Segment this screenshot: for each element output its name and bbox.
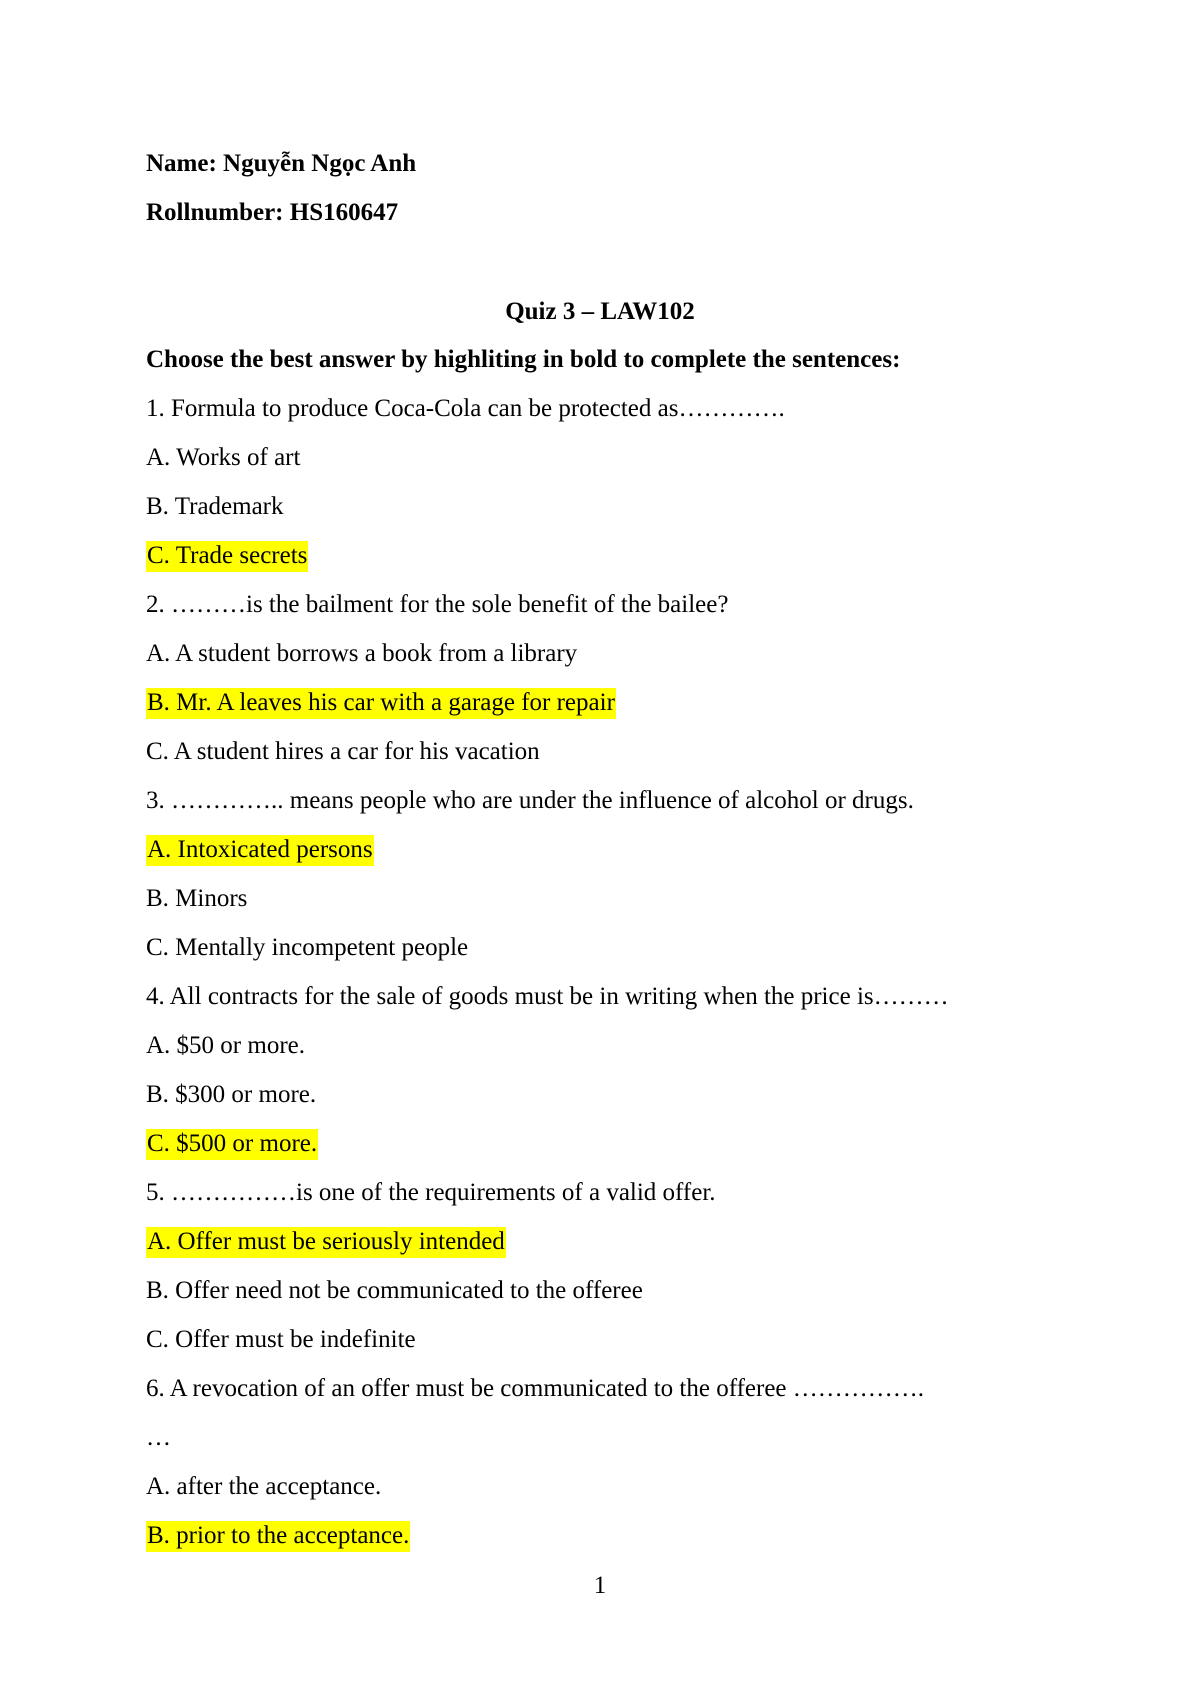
question-6: 6. A revocation of an offer must be communicated to the offeree ……………. bbox=[146, 1375, 925, 1402]
question-1-option-a: A. Works of art bbox=[146, 444, 301, 471]
question-1-option-b: B. Trademark bbox=[146, 493, 284, 520]
quiz-instruction: Choose the best answer by highliting in bold to complete the sentences: bbox=[146, 346, 901, 373]
question-6-option-b-answer bbox=[146, 1520, 410, 1552]
question-4: 4. All contracts for the sale of goods must be in writing when the price is……… bbox=[146, 983, 949, 1010]
question-3-option-c: C. Mentally incompetent people bbox=[146, 934, 469, 961]
question-4-option-b: B. $300 or more. bbox=[146, 1081, 317, 1108]
answer-highlight: B. prior to the acceptance. bbox=[146, 1521, 410, 1552]
question-2-option-b-answer bbox=[146, 687, 616, 719]
question-2-option-c: C. A student hires a car for his vacation bbox=[146, 738, 540, 765]
question-5-option-a-answer bbox=[146, 1226, 506, 1258]
question-2-option-a: A. A student borrows a book from a library bbox=[146, 640, 578, 667]
page-number: 1 bbox=[593, 1572, 607, 1599]
question-5-option-c: C. Offer must be indefinite bbox=[146, 1326, 416, 1353]
question-5: 5. ……………is one of the requirements of a valid offer. bbox=[146, 1179, 716, 1206]
question-5-option-b: B. Offer need not be communicated to the offeree bbox=[146, 1277, 643, 1304]
question-2: 2. ………is the bailment for the sole benefit of the bailee? bbox=[146, 591, 729, 618]
answer-highlight: A. Offer must be seriously intended bbox=[146, 1227, 506, 1258]
question-3-option-a-answer bbox=[146, 834, 374, 866]
answer-highlight: B. Mr. A leaves his car with a garage for repair bbox=[146, 688, 616, 719]
question-3: 3. ………….. means people who are under the influence of alcohol or drugs. bbox=[146, 787, 914, 814]
question-6-continued: … bbox=[146, 1424, 171, 1451]
roll-number: Rollnumber: HS160647 bbox=[146, 199, 399, 226]
answer-highlight: C. Trade secrets bbox=[146, 541, 308, 572]
answer-highlight: C. $500 or more. bbox=[146, 1129, 318, 1160]
question-1: 1. Formula to produce Coca-Cola can be protected as…………. bbox=[146, 395, 785, 422]
quiz-title: Quiz 3 – LAW102 bbox=[505, 298, 695, 325]
answer-highlight: A. Intoxicated persons bbox=[146, 835, 374, 866]
question-6-option-a: A. after the acceptance. bbox=[146, 1473, 382, 1500]
question-4-option-c-answer bbox=[146, 1128, 318, 1160]
question-3-option-b: B. Minors bbox=[146, 885, 248, 912]
question-1-option-c-answer bbox=[146, 540, 308, 572]
question-4-option-a: A. $50 or more. bbox=[146, 1032, 305, 1059]
student-name: Name: Nguyễn Ngọc Anh bbox=[146, 150, 417, 177]
